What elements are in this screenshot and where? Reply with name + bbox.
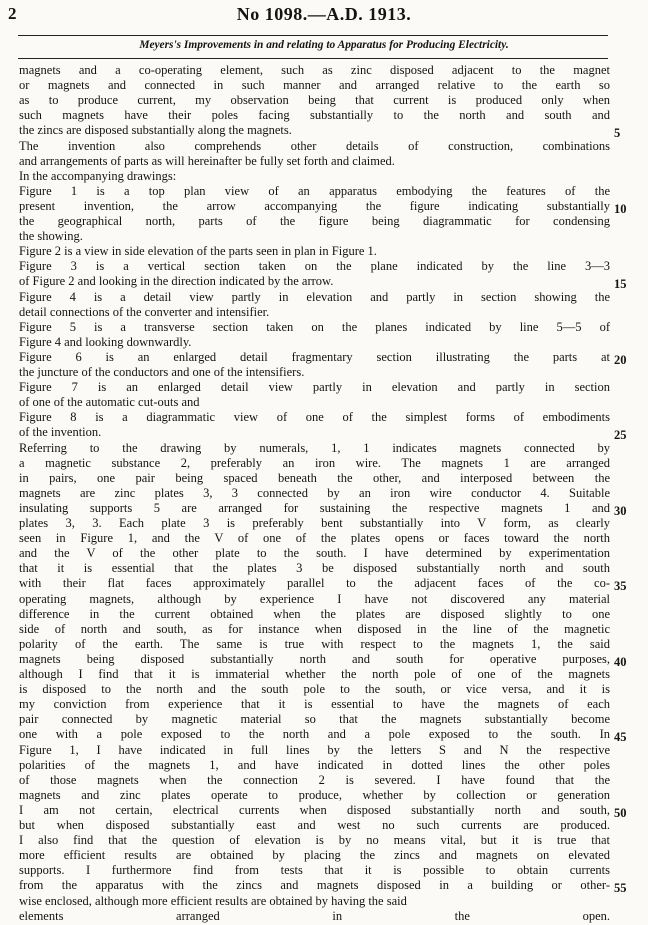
running-subtitle: Meyers's Improvements in and relating to Apparatus for Producing Electricity. — [139, 39, 509, 51]
text-line: a magnetic substance 2, preferably an iron wire. The magnets 1 are arranged — [19, 455, 610, 470]
margin-line-number: 50 — [614, 805, 627, 820]
text-line: more efficient results are obtained by placing the zincs and magnets on elevated — [19, 848, 610, 863]
text-line: Figure 6 is an enlarged detail fragmentary section illustrating the parts at — [19, 349, 610, 364]
text-line: from the apparatus with the zincs and magnets disposed in a building or other- — [19, 878, 610, 893]
text-line: of the invention. — [19, 425, 102, 440]
text-line: or magnets and connected in such manner and arranged relative to the earth so — [19, 78, 610, 93]
text-line: of one of the automatic cut-outs and — [19, 395, 200, 410]
text-line: detail connections of the converter and intensifier. — [19, 304, 270, 319]
text-line: of Figure 2 and looking in the direction indicated by the arrow. — [19, 274, 334, 289]
text-line: polarities of the magnets 1, and have indicated in dotted lines the other poles — [19, 757, 610, 772]
text-line: of those magnets when the connection 2 is severed. I have found that the — [19, 772, 610, 787]
text-line: present invention, the arrow accompanying the figure indicating substantially — [19, 198, 610, 213]
text-line: plates 3, 3. Each plate 3 is preferably bent substantially into V form, as clearly — [19, 516, 610, 530]
margin-line-number: 5 — [614, 126, 621, 141]
text-line: operating magnets, although by experience I have not discovered any material — [19, 591, 610, 606]
text-line: supports. I furthermore find from tests that it is possible to obtain currents — [19, 863, 610, 878]
margin-line-number: 40 — [614, 654, 627, 669]
text-line: my conviction from experience that it is essential to have the magnets of each — [19, 697, 610, 712]
text-line: pair connected by magnetic material so that the magnets substantially become — [19, 712, 610, 727]
text-line: Figure 3 is a vertical section taken on the plane indicated by the line 3—3 — [19, 259, 610, 274]
text-line: magnets are zinc plates 3, 3 connected by an iron wire conductor 4. Suitable — [19, 485, 610, 500]
text-line: Figure 4 is a detail view partly in elevation and partly in section showing the — [19, 289, 610, 304]
margin-line-number: 25 — [614, 428, 627, 443]
text-line: The invention also comprehends other details of construction, combinations — [19, 138, 610, 153]
text-line: insulating supports 5 are arranged for sustaining the respective magnets 1 and — [19, 500, 610, 515]
text-line: elements arranged in the open. — [19, 908, 610, 923]
text-line: is disposed to the north and the south pole to the south, or vice versa, and it is — [19, 682, 610, 697]
text-line: In the accompanying drawings: — [19, 168, 177, 183]
text-line: I am not certain, electrical currents when disposed substantially north and south, — [19, 802, 610, 817]
page-number: 2 — [8, 4, 17, 23]
header-rule-bottom — [18, 58, 608, 59]
text-line: side of north and south, as for instance when disposed in the line of the magnetic — [19, 621, 610, 636]
text-line: the juncture of the conductors and one of the intensifiers. — [19, 365, 305, 379]
margin-line-number: 20 — [614, 352, 627, 367]
text-line: that it is essential that the plates 3 be disposed substantially north and south — [19, 561, 610, 576]
text-line: the zincs are disposed substantially along the magnets. — [19, 123, 292, 138]
text-line: magnets and zinc plates operate to produce, whether by collection or generation — [19, 787, 610, 802]
margin-line-number: 45 — [614, 730, 627, 745]
text-line: Figure 1, I have indicated in full lines by the letters S and N the respective — [19, 742, 610, 757]
text-line: the showing. — [19, 229, 83, 244]
text-line: and arrangements of parts as will hereinafter be fully set forth and claimed. — [19, 153, 395, 168]
text-line: magnets being disposed substantially north and south for operative purposes, — [19, 651, 610, 666]
margin-line-number: 55 — [614, 881, 627, 896]
text-line: Figure 2 is a view in side elevation of the parts seen in plan in Figure 1. — [19, 244, 377, 259]
text-line: I also find that the question of elevation is by no means vital, but it is true that — [19, 833, 610, 848]
margin-line-number: 35 — [614, 579, 627, 594]
page-title: No 1098.—A.D. 1913. — [236, 4, 412, 24]
text-line: magnets and a co-operating element, such as zinc disposed adjacent to the magnet — [19, 63, 610, 77]
text-line: Figure 5 is a transverse section taken on the planes indicated by line 5—5 of — [19, 319, 610, 334]
text-line: difference in the current obtained when the plates are disposed slightly to one — [19, 606, 610, 621]
margin-line-number: 15 — [614, 277, 627, 292]
text-line: polarity of the earth. The same is true with respect to the magnets 1, the said — [19, 636, 610, 651]
text-line: seen in Figure 1, and the V of one of the plates opens or faces toward the north — [19, 531, 610, 546]
text-line: although I find that it is immaterial whether the north pole of one of the magnets — [19, 667, 610, 681]
text-line: wise enclosed, although more efficient results are obtained by having the said — [19, 893, 407, 908]
text-line: and the V of the other plate to the south. I have determined by experimentation — [19, 546, 610, 561]
text-line: such magnets have their poles facing substantially to the north and south and — [19, 108, 610, 123]
text-line: in pairs, one pair being spaced beneath the other, and interposed between the — [19, 470, 610, 485]
text-line: Figure 7 is an enlarged detail view partly in elevation and partly in section — [19, 380, 610, 395]
text-line: Figure 4 and looking downwardly. — [19, 334, 192, 349]
text-line: as to produce current, my observation being that current is produced only when — [19, 93, 610, 108]
text-line: Figure 8 is a diagrammatic view of one of the simplest forms of embodiments — [19, 410, 610, 425]
text-line: one with a pole exposed to the north and a pole exposed to the south. In — [19, 727, 610, 742]
text-line: but when disposed substantially east and west no such currents are produced. — [19, 818, 610, 832]
text-line: Referring to the drawing by numerals, 1, 1 indicates magnets connected by — [19, 440, 610, 455]
margin-line-number: 10 — [614, 201, 627, 216]
header-rule-top — [18, 35, 608, 36]
text-line: the geographical north, parts of the figure being diagrammatic for condensing — [19, 214, 610, 228]
text-line: with their flat faces approximately parallel to the adjacent faces of the co- — [19, 576, 610, 591]
text-line: Figure 1 is a top plan view of an apparatus embodying the features of the — [19, 183, 610, 198]
margin-line-number: 30 — [614, 503, 627, 518]
